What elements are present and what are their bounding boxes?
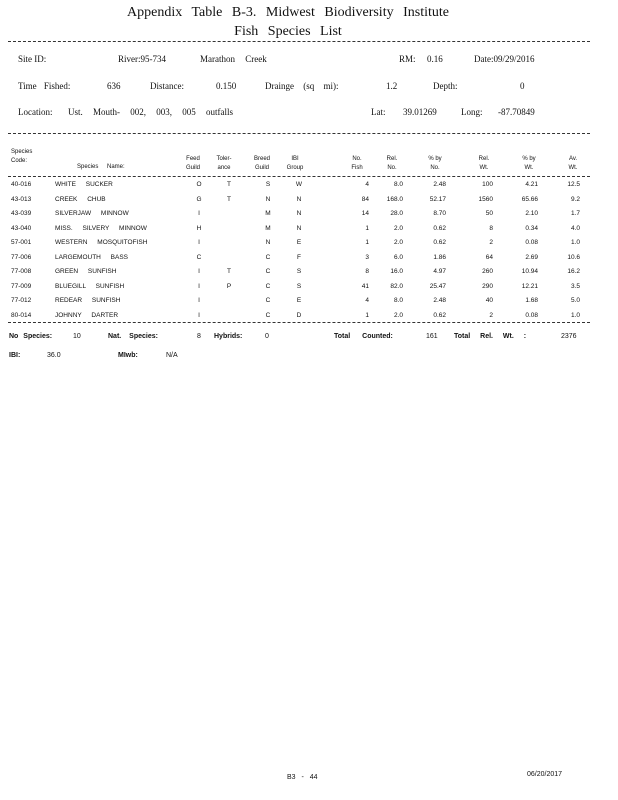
cell-pct-by-no: 25.47 [429, 282, 446, 290]
cell-rel-wt: 64 [485, 253, 493, 261]
cell-av-wt: 3.5 [570, 282, 580, 290]
cell-pct-by-wt: 2.69 [525, 253, 538, 261]
rm-value: 0.16 [427, 54, 443, 64]
cell-breed-guild: S [265, 181, 271, 188]
col-species-name: Species Name: [77, 164, 125, 170]
cell-pct-by-no: 0.62 [433, 239, 446, 246]
cell-feed-guild: G [196, 195, 202, 203]
location-label: Location: [18, 107, 53, 117]
location-value: Ust. Mouth- 002, 003, 005 outfalls [68, 107, 233, 117]
miwb-value: N/A [166, 352, 178, 359]
cell-no-fish: 4 [365, 181, 369, 188]
cell-no-fish: 1 [365, 311, 369, 319]
nat-species-label: Nat. Species: [108, 333, 158, 340]
cell-rel-wt: 2 [489, 239, 493, 246]
cell-breed-guild: N [265, 239, 271, 246]
cell-ibi-group: N [296, 195, 302, 203]
drainage-label: Drainge (sq mi): [265, 81, 339, 91]
cell-rel-no: 2.0 [393, 239, 403, 246]
cell-pct-by-wt: 0.34 [525, 224, 538, 232]
col-pct-by-no: % by No. [428, 156, 442, 171]
cell-tolerance: T [227, 268, 231, 275]
col-no-fish: No. Fish [351, 156, 363, 171]
report-date: 06/20/2017 [527, 771, 563, 778]
cell-pct-by-wt: 4.21 [525, 181, 538, 188]
cell-species-name: JOHNNY DARTER [55, 311, 119, 319]
cell-species-code: 80-014 [11, 311, 32, 319]
cell-pct-by-wt: 0.08 [525, 239, 538, 246]
cell-av-wt: 4.0 [570, 224, 580, 232]
cell-av-wt: 1.7 [570, 210, 580, 217]
cell-species-code: 57-001 [11, 239, 32, 246]
sample-date: Date:09/29/2016 [474, 54, 535, 64]
cell-rel-no: 2.0 [393, 224, 403, 232]
cell-tolerance: T [227, 181, 231, 188]
cell-no-fish: 8 [365, 268, 369, 275]
cell-feed-guild: O [196, 181, 202, 188]
cell-species-name: WESTERN MOSQUITOFISH [55, 239, 148, 246]
river-code: River:95-734 [118, 54, 166, 64]
col-av-wt: Av. Wt. [568, 156, 578, 171]
cell-rel-wt: 50 [485, 210, 493, 217]
cell-pct-by-no: 2.48 [433, 297, 446, 304]
cell-no-fish: 14 [361, 210, 369, 217]
cell-rel-wt: 290 [482, 282, 493, 290]
cell-pct-by-wt: 12.21 [521, 282, 538, 290]
cell-species-code: 43-040 [11, 224, 32, 232]
cell-pct-by-wt: 2.10 [525, 210, 538, 217]
cell-ibi-group: S [296, 268, 302, 275]
cell-ibi-group: S [296, 282, 302, 290]
total-rel-wt-label: Total Rel. Wt. : [454, 333, 527, 340]
cell-rel-no: 82.0 [390, 282, 403, 290]
cell-no-fish: 3 [365, 253, 369, 261]
cell-tolerance: P [226, 282, 232, 290]
col-breed-guild: Breed Guild [253, 156, 270, 171]
cell-species-code: 40-016 [11, 181, 32, 188]
cell-ibi-group: F [297, 253, 301, 261]
cell-species-code: 43-039 [11, 210, 32, 217]
cell-breed-guild: C [265, 282, 271, 290]
cell-tolerance: T [227, 195, 231, 203]
cell-species-code: 77-008 [11, 268, 32, 275]
cell-ibi-group: N [296, 224, 302, 232]
cell-pct-by-wt: 65.66 [521, 195, 538, 203]
cell-ibi-group: E [296, 297, 302, 304]
cell-ibi-group: D [296, 311, 302, 319]
cell-species-code: 77-006 [11, 253, 32, 261]
cell-breed-guild: M [265, 210, 271, 217]
depth-value: 0 [520, 81, 525, 91]
cell-feed-guild: I [198, 282, 200, 290]
cell-ibi-group: N [296, 210, 302, 217]
ibi-label: IBI: [9, 352, 21, 359]
cell-ibi-group: W [295, 181, 303, 188]
cell-rel-no: 16.0 [390, 268, 403, 275]
distance-value: 0.150 [216, 81, 237, 91]
total-counted-label: Total Counted: [334, 333, 393, 340]
site-divider [8, 133, 590, 134]
cell-pct-by-wt: 10.94 [521, 268, 538, 275]
table-footer-divider [8, 322, 590, 323]
col-species-code: Species Code: [11, 149, 33, 164]
col-rel-no: Rel. No. [386, 156, 398, 171]
cell-species-code: 43-013 [11, 195, 32, 203]
cell-av-wt: 5.0 [570, 297, 580, 304]
cell-species-name: CREEK CHUB [55, 195, 106, 203]
lat-label: Lat: [371, 107, 386, 117]
lat-value: 39.01269 [403, 107, 437, 117]
page-number: B3 - 44 [287, 774, 318, 781]
cell-pct-by-wt: 1.68 [525, 297, 538, 304]
cell-no-fish: 41 [361, 282, 369, 290]
no-species-label: No Species: [9, 333, 53, 340]
col-rel-wt: Rel. Wt. [478, 156, 490, 171]
cell-no-fish: 4 [365, 297, 369, 304]
depth-label: Depth: [433, 81, 458, 91]
miwb-label: MIwb: [118, 352, 138, 359]
cell-av-wt: 9.2 [570, 195, 580, 203]
time-fished-value: 636 [107, 81, 121, 91]
hybrids-label: Hybrids: [214, 333, 243, 340]
cell-rel-wt: 100 [482, 181, 493, 188]
cell-rel-wt: 40 [485, 297, 493, 304]
cell-species-name: MISS. SILVERY MINNOW [55, 224, 147, 232]
cell-breed-guild: C [265, 268, 271, 275]
cell-rel-wt: 8 [489, 224, 493, 232]
cell-pct-by-no: 8.70 [433, 210, 446, 217]
cell-ibi-group: E [296, 239, 302, 246]
distance-label: Distance: [150, 81, 184, 91]
drainage-value: 1.2 [386, 81, 398, 91]
cell-rel-wt: 260 [482, 268, 493, 275]
nat-species-value: 8 [197, 333, 201, 340]
cell-pct-by-no: 0.62 [433, 311, 446, 319]
cell-feed-guild: I [198, 297, 200, 304]
cell-species-name: GREEN SUNFISH [55, 268, 117, 275]
cell-av-wt: 10.6 [567, 253, 580, 261]
cell-rel-no: 8.0 [393, 181, 403, 188]
total-rel-wt-value: 2376 [561, 333, 577, 340]
cell-pct-by-no: 52.17 [429, 195, 446, 203]
cell-pct-by-no: 0.62 [433, 224, 446, 232]
cell-breed-guild: C [265, 311, 271, 319]
cell-species-code: 77-012 [11, 297, 32, 304]
long-value: -87.70849 [498, 107, 535, 117]
cell-feed-guild: I [198, 210, 200, 217]
cell-av-wt: 12.5 [567, 181, 580, 188]
cell-species-name: LARGEMOUTH BASS [55, 253, 129, 261]
cell-rel-no: 8.0 [393, 297, 403, 304]
cell-rel-no: 168.0 [386, 195, 403, 203]
cell-av-wt: 1.0 [570, 239, 580, 246]
rm-label: RM: [399, 54, 416, 64]
cell-feed-guild: I [198, 311, 200, 319]
hybrids-value: 0 [265, 333, 269, 340]
cell-rel-wt: 1560 [478, 195, 493, 203]
cell-species-code: 77-009 [11, 282, 32, 290]
cell-species-name: WHITE SUCKER [55, 181, 113, 188]
cell-feed-guild: I [198, 239, 200, 246]
cell-rel-no: 28.0 [390, 210, 403, 217]
table-header-divider [8, 176, 590, 177]
header-divider [8, 41, 590, 42]
cell-av-wt: 16.2 [567, 268, 580, 275]
cell-rel-wt: 2 [489, 311, 493, 319]
cell-pct-by-no: 4.97 [433, 268, 446, 275]
cell-species-name: SILVERJAW MINNOW [55, 210, 129, 217]
col-ibi-group: IBI Group [286, 156, 304, 171]
cell-species-name: REDEAR SUNFISH [55, 297, 121, 304]
ibi-value: 36.0 [47, 352, 61, 359]
cell-av-wt: 1.0 [570, 311, 580, 319]
total-counted-value: 161 [426, 333, 438, 340]
cell-feed-guild: C [196, 253, 202, 261]
river-name: Marathon Creek [200, 54, 267, 64]
site-id-label: Site ID: [18, 54, 47, 64]
col-tolerance: Toler- ance [216, 156, 232, 171]
cell-breed-guild: C [265, 297, 271, 304]
cell-species-name: BLUEGILL SUNFISH [55, 282, 125, 290]
cell-no-fish: 84 [361, 195, 369, 203]
cell-feed-guild: I [198, 268, 200, 275]
col-feed-guild: Feed Guild [185, 156, 200, 171]
cell-breed-guild: N [265, 195, 271, 203]
cell-no-fish: 1 [365, 224, 369, 232]
time-fished-label: Time Fished: [18, 81, 71, 91]
page-subtitle: Fish Species List [234, 24, 342, 39]
page-title: Appendix Table B-3. Midwest Biodiversity Institute [127, 5, 449, 20]
no-species-value: 10 [73, 333, 81, 340]
cell-rel-no: 2.0 [393, 311, 403, 319]
cell-breed-guild: C [265, 253, 271, 261]
long-label: Long: [461, 107, 483, 117]
cell-breed-guild: M [265, 224, 271, 232]
cell-pct-by-no: 1.86 [433, 253, 446, 261]
cell-pct-by-no: 2.48 [433, 181, 446, 188]
cell-pct-by-wt: 0.08 [525, 311, 538, 319]
col-pct-by-wt: % by Wt. [522, 156, 536, 171]
cell-no-fish: 1 [365, 239, 369, 246]
cell-feed-guild: H [196, 224, 202, 232]
cell-rel-no: 6.0 [393, 253, 403, 261]
